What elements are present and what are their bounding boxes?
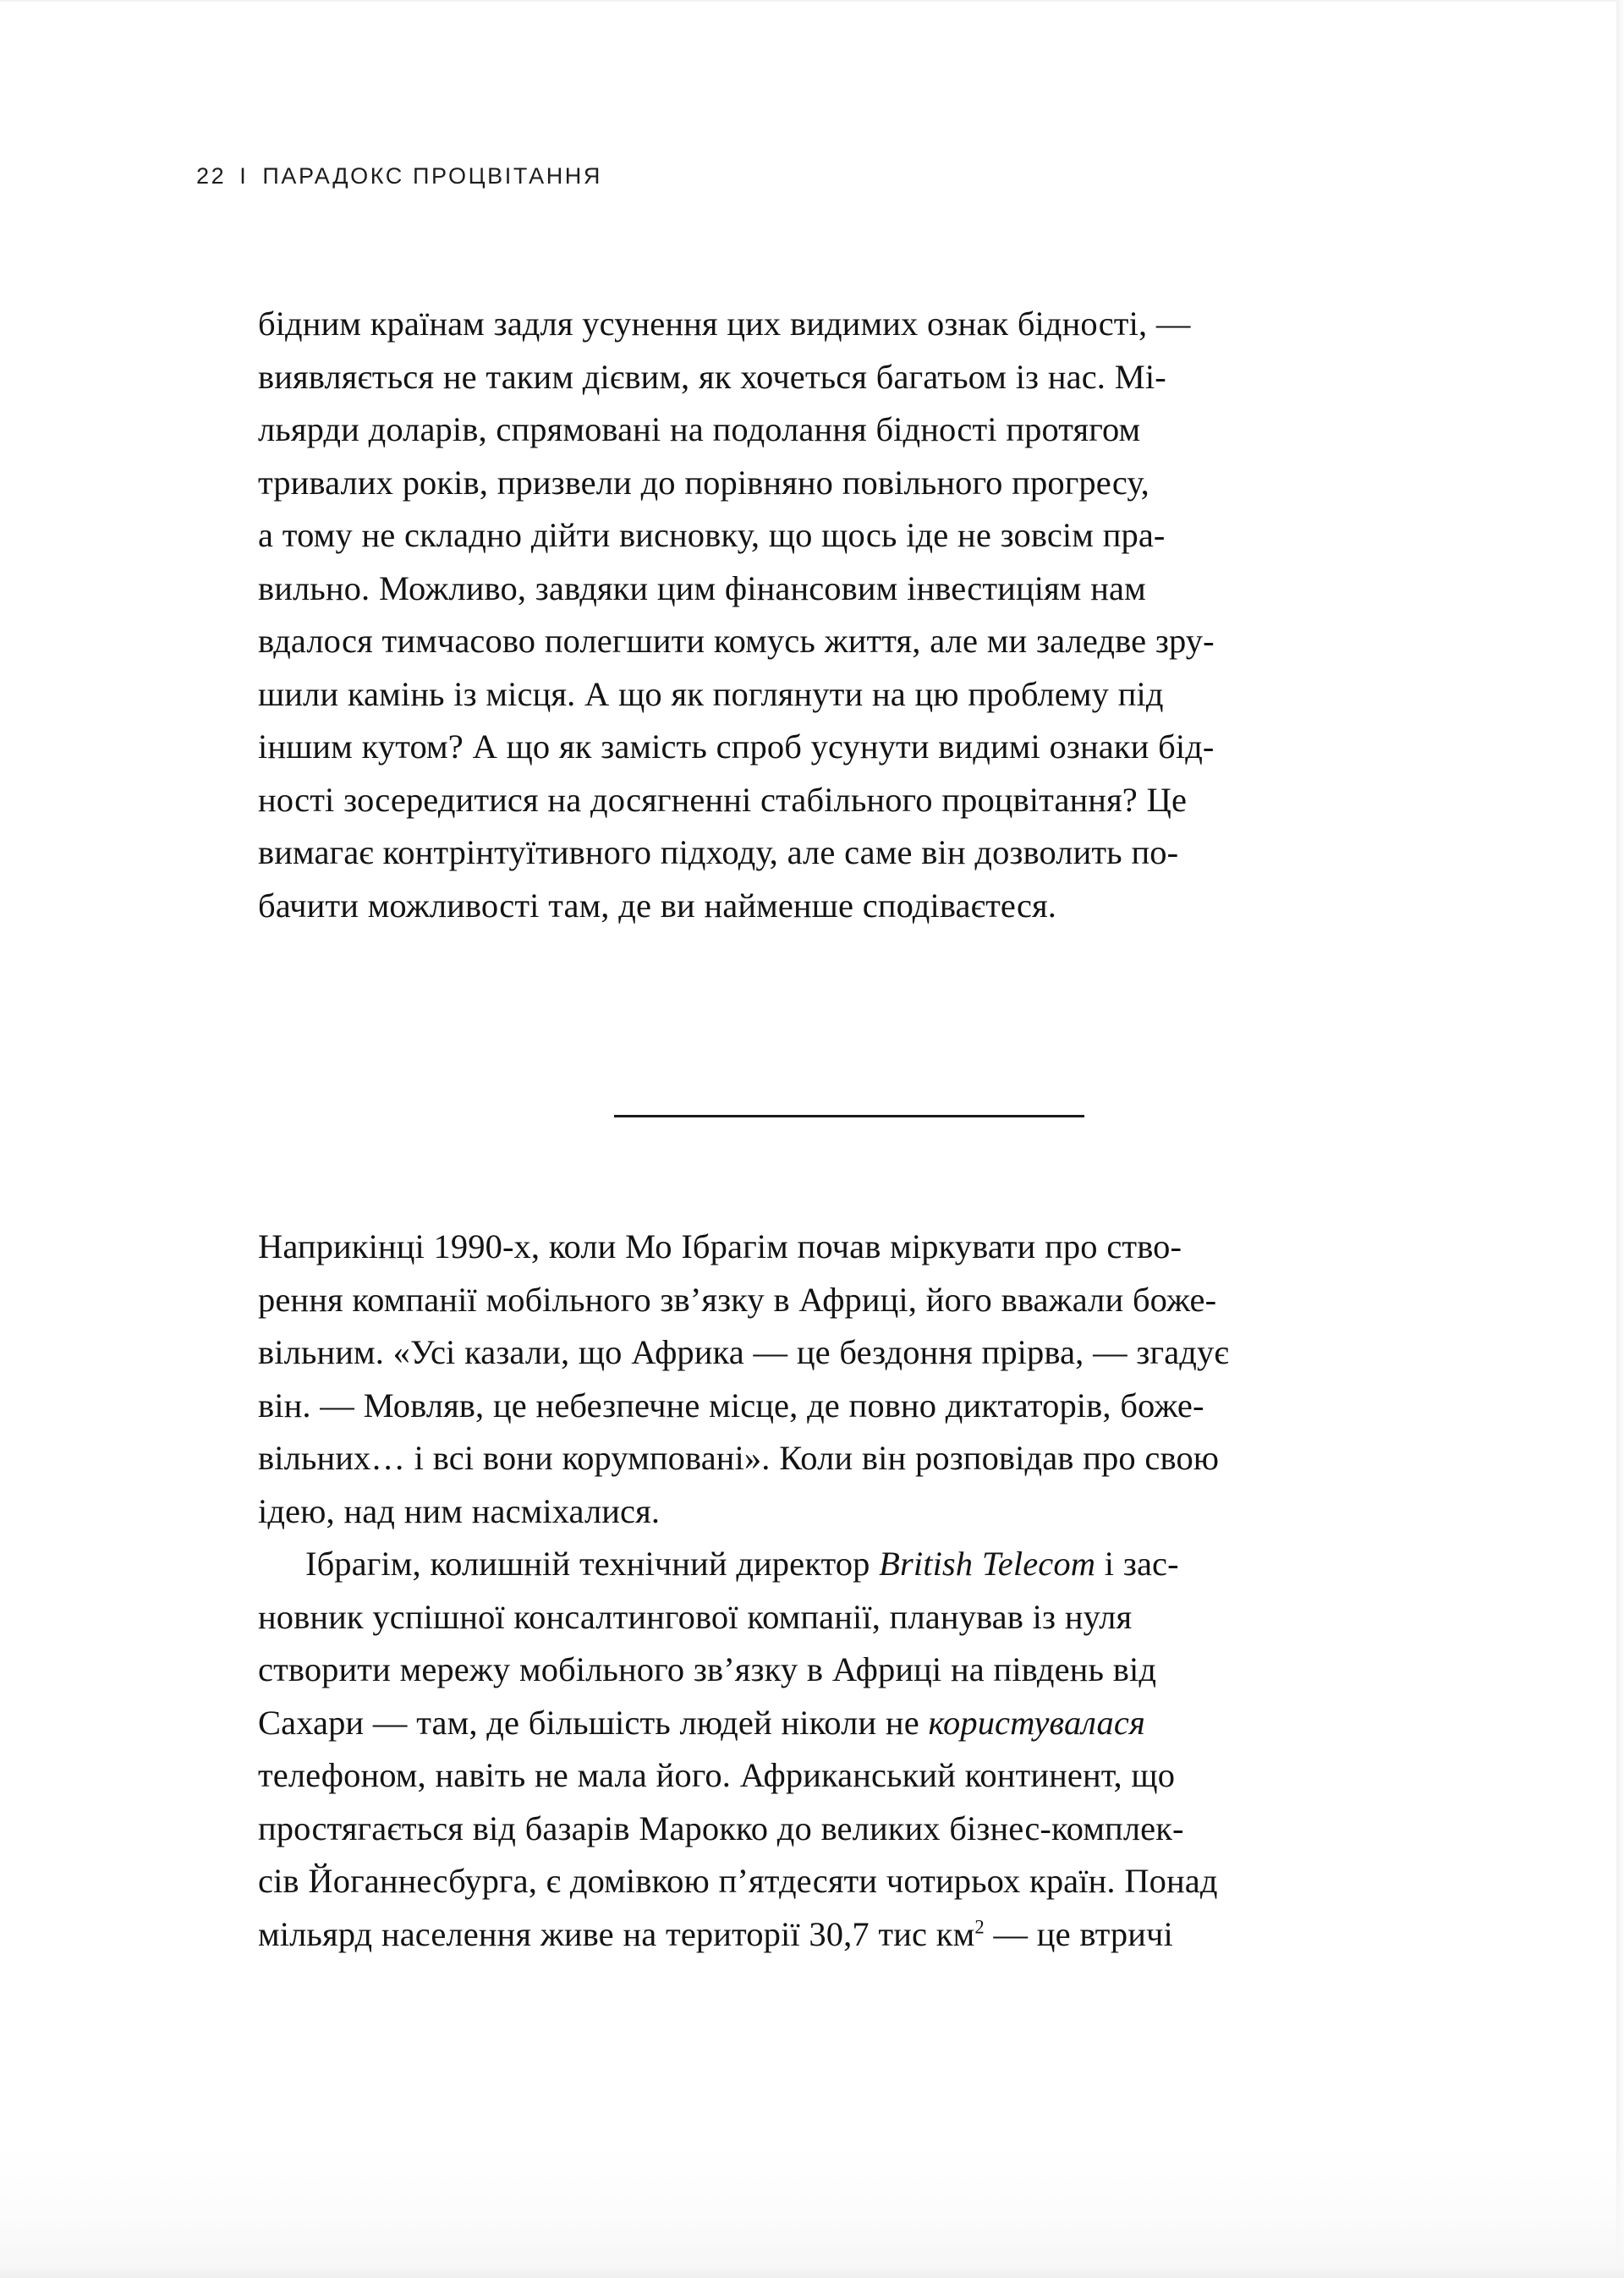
paragraph-2-line-2: рення компанії мобільного зв’язку в Африці, його вважали боже- — [258, 1280, 1217, 1319]
paragraph-1-line-5: а тому не складно дійти висновку, що щось іде не зовсім пра- — [258, 516, 1166, 554]
paragraph-3-line-7: сів Йоганнесбурга, є домівкою п’ятдесяти чотирьох країн. Понад — [258, 1862, 1218, 1900]
paragraph-1-line-2: виявляється не таким дієвим, як хочеться багатьом із нас. Мі- — [258, 357, 1166, 396]
paragraph-3-line-4-lead: Сахари — там, де більшість людей ніколи не — [258, 1703, 929, 1742]
text-block-lower — [258, 1221, 1452, 1961]
running-head-separator: I — [239, 163, 249, 189]
running-head-title: ПАРАДОКС ПРОЦВІТАННЯ — [262, 163, 602, 189]
paragraph-1-line-3: льярди доларів, спрямовані на подолання бідності протягом — [258, 410, 1141, 448]
page-edge-right — [1616, 0, 1624, 2278]
page-number: 22 — [196, 163, 227, 189]
paragraph-3-line-1-lead: Ібрагім, колишній технічний директор — [305, 1545, 880, 1583]
paragraph-1-line-11: вимагає контрінтуїтивного підходу, але саме він дозволить по- — [258, 833, 1179, 871]
paragraph-3-line-1-tail: і зас- — [1095, 1545, 1179, 1583]
superscript-square: 2 — [974, 1916, 985, 1937]
paragraph-1-line-6: вильно. Можливо, завдяки цим фінансовим інвестиціям нам — [258, 568, 1146, 607]
paragraph-3-line-8-tail: — це втричі — [984, 1914, 1173, 1953]
paragraph-3-line-8-lead: мільярд населення живе на території 30,7 тис км — [258, 1914, 975, 1953]
paragraph-2 — [258, 1221, 1452, 1538]
paragraph-1-line-1: бідним країнам задля усунення цих видимих ознак бідності, — — [258, 305, 1191, 343]
paragraph-1-line-10: ності зосередитися на досягненні стабільного процвітання? Це — [258, 780, 1188, 819]
paragraph-2-line-1: Наприкінці 1990-х, коли Мо Ібрагім почав міркувати про ство- — [258, 1227, 1182, 1265]
paragraph-1 — [258, 298, 1452, 932]
paragraph-1-line-8: шили камінь із місця. А що як поглянути на цю проблему під — [258, 674, 1164, 713]
paragraph-3-line-3: створити мережу мобільного зв’язку в Африці на південь від — [258, 1650, 1157, 1688]
italic-british-telecom: British Telecom — [879, 1545, 1096, 1583]
paragraph-3-line-1 — [258, 1538, 1452, 1591]
paragraph-3-line-4 — [258, 1697, 1452, 1750]
paragraph-1-line-7: вдалося тимчасово полегшити комусь життя, але ми заледве зру- — [258, 622, 1215, 660]
paragraph-3-line-6: простягається від базарів Марокко до великих бізнес-комплек- — [258, 1809, 1184, 1847]
paragraph-1-line-9: іншим кутом? А що як замість спроб усунути видимі ознаки бід- — [258, 727, 1215, 766]
paragraph-2-line-4: він. — Мовляв, це небезпечне місце, де повно диктаторів, боже- — [258, 1386, 1204, 1424]
paragraph-1-line-4: тривалих років, призвели до порівняно повільного прогресу, — [258, 463, 1149, 502]
running-head — [196, 163, 602, 189]
paragraph-3-line-5: телефоном, навіть не мала його. Африканський континент, що — [258, 1756, 1176, 1794]
paragraph-1-line-12: бачити можливості там, де ви найменше сподіваєтеся. — [258, 886, 1057, 925]
italic-korystuvalasya: користувалася — [928, 1703, 1145, 1742]
paragraph-2-line-5: вільних… і всі вони корумповані». Коли він розповідав про свою — [258, 1439, 1220, 1477]
paragraph-2-line-3: вільним. «Усі казали, що Африка — це бездоння прірва, — згадує — [258, 1333, 1229, 1371]
paragraph-2-line-6: ідею, над ним насміхалися. — [258, 1491, 661, 1530]
paragraph-3 — [258, 1538, 1452, 1961]
paragraph-3-line-8 — [258, 1908, 1452, 1962]
text-block-upper — [258, 298, 1452, 932]
section-divider — [614, 1115, 1084, 1117]
viewport-top-rule — [0, 0, 1624, 2]
paragraph-3-line-2: новник успішної консалтингової компанії, планував із нуля — [258, 1597, 1133, 1636]
